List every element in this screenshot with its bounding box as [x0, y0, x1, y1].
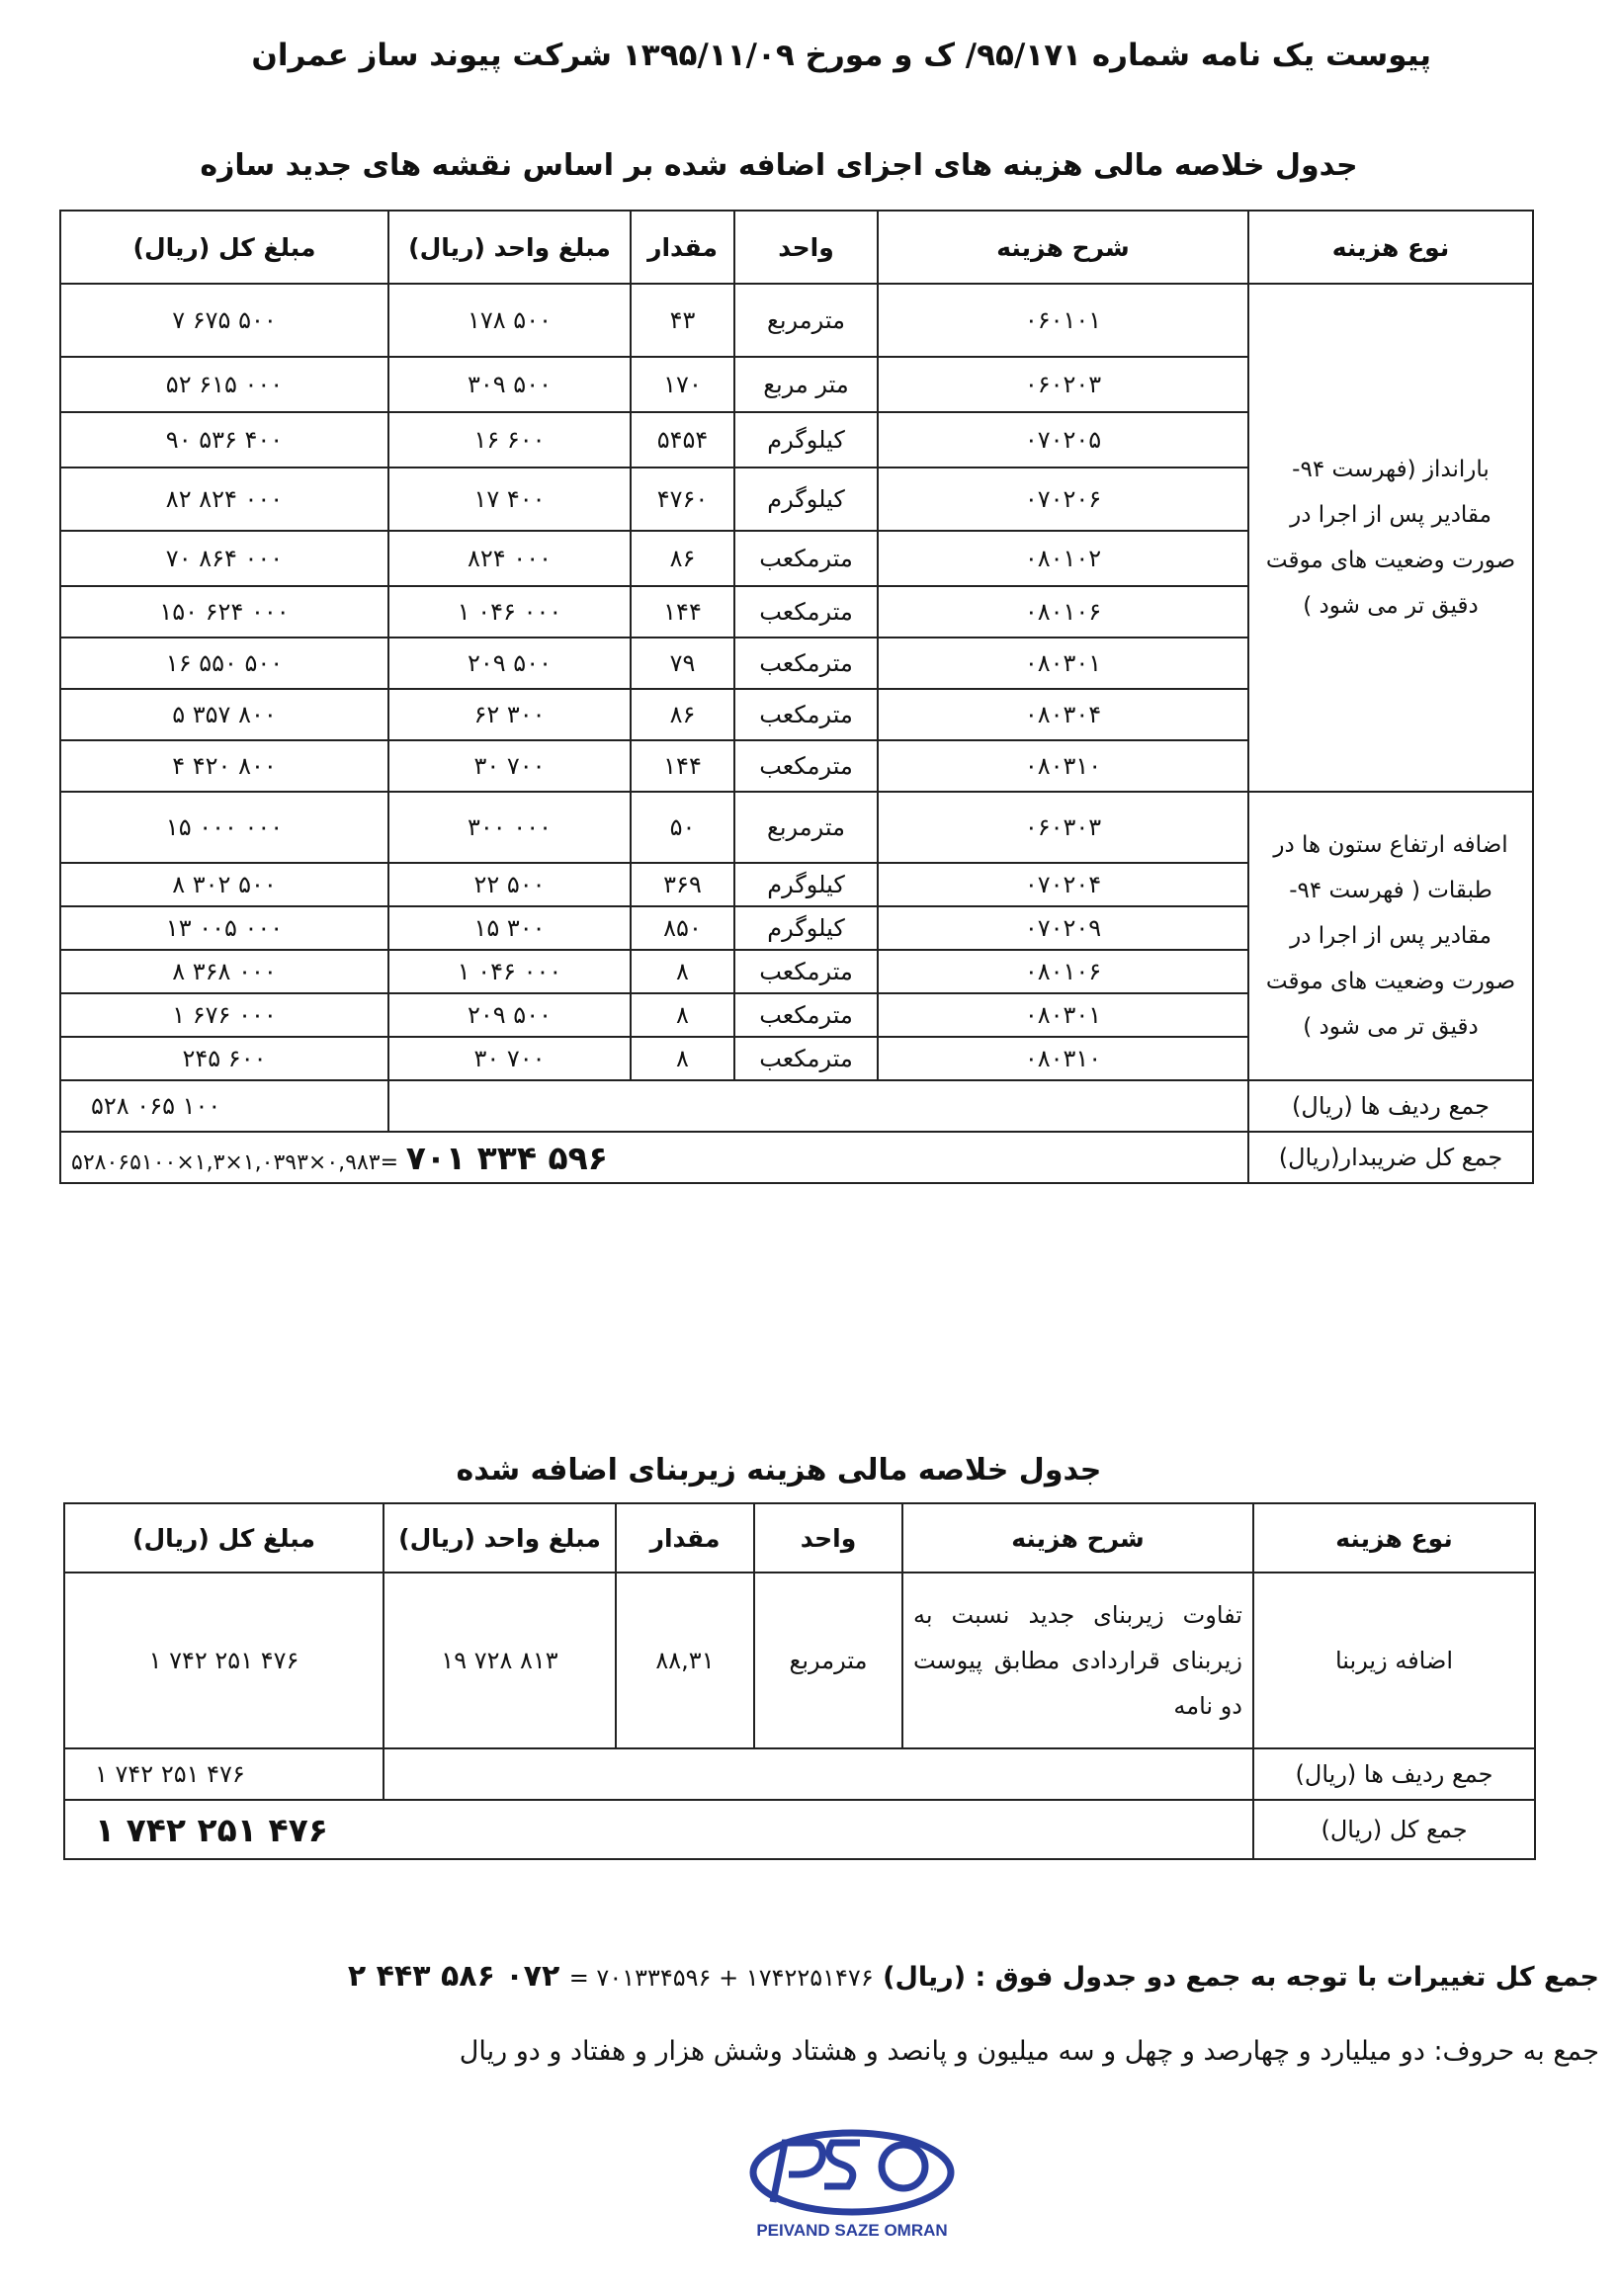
grand-value-cell — [64, 1800, 1253, 1859]
row-code: ۰۷۰۲۰۹ — [878, 906, 1248, 950]
row-unit-price: ۳۰ ۷۰۰ — [388, 740, 631, 792]
row-code: ۰۶۰۳۰۳ — [878, 792, 1248, 863]
row-unit: مترمکعب — [734, 993, 878, 1037]
col-cost-desc: شرح هزینه — [902, 1503, 1253, 1573]
row-unit: کیلوگرم — [734, 863, 878, 906]
row-code: ۰۸۰۳۰۴ — [878, 689, 1248, 740]
row-code: ۰۸۰۱۰۶ — [878, 586, 1248, 638]
table1-header-row — [60, 211, 1533, 284]
row-qty: ۸۵۰ — [631, 906, 734, 950]
row-unit: مترمکعب — [734, 586, 878, 638]
table-row — [60, 284, 1533, 357]
row-unit-price: ۱۵ ۳۰۰ — [388, 906, 631, 950]
row-qty: ۷۹ — [631, 638, 734, 689]
cost-summary-table-2 — [63, 1502, 1536, 1860]
table2-header-row — [64, 1503, 1535, 1573]
row-total: ۵۲ ۶۱۵ ۰۰۰ — [60, 357, 388, 412]
col-qty: مقدار — [616, 1503, 754, 1573]
row-code: ۰۸۰۳۱۰ — [878, 1037, 1248, 1080]
total-changes-line — [18, 1959, 1599, 1994]
row-code: ۰۷۰۲۰۴ — [878, 863, 1248, 906]
row-qty: ۸ — [631, 950, 734, 993]
row-type: اضافه زیربنا — [1253, 1573, 1535, 1748]
row-total: ۵ ۳۵۷ ۸۰۰ — [60, 689, 388, 740]
row-unit: کیلوگرم — [734, 906, 878, 950]
cost-type-group-1: بارانداز (فهرست ۹۴- مقادیر پس از اجرا در صورت وضعیت های موقت دقیق تر می شود ) — [1248, 284, 1533, 792]
col-cost-type: نوع هزینه — [1248, 211, 1533, 284]
grand-formula: ۵۲۸۰۶۵۱۰۰×۱,۳×۱,۰۳۹۳×۰,۹۸۳= — [71, 1149, 399, 1175]
row-unit: مترمربع — [734, 792, 878, 863]
row-unit: مترمکعب — [734, 638, 878, 689]
row-unit-price: ۸۲۴ ۰۰۰ — [388, 531, 631, 586]
logo-letter-o — [882, 2145, 925, 2188]
row-qty: ۸۶ — [631, 689, 734, 740]
row-unit: مترمکعب — [734, 740, 878, 792]
grand-formula-cell — [60, 1132, 1248, 1183]
row-total: ۹۰ ۵۳۶ ۴۰۰ — [60, 412, 388, 468]
logo-letter-s — [824, 2143, 860, 2186]
row-unit-price: ۱۶ ۶۰۰ — [388, 412, 631, 468]
table2-title: جدول خلاصه مالی هزینه زیربنای اضافه شده — [456, 1453, 1102, 1488]
table-row — [60, 792, 1533, 863]
row-total: ۱۳ ۰۰۵ ۰۰۰ — [60, 906, 388, 950]
row-unit-price: ۳۰ ۷۰۰ — [388, 1037, 631, 1080]
sum-label: جمع ردیف ها (ریال) — [1253, 1748, 1535, 1800]
row-unit: کیلوگرم — [734, 412, 878, 468]
col-unit-price: مبلغ واحد (ریال) — [383, 1503, 616, 1573]
row-qty: ۱۴۴ — [631, 740, 734, 792]
row-desc: تفاوت زیربنای جدید نسبت به زیربنای قراردادی مطابق پیوست دو نامه — [902, 1573, 1253, 1748]
sum-spacer — [383, 1748, 1253, 1800]
col-unit: واحد — [754, 1503, 902, 1573]
row-total: ۱ ۶۷۶ ۰۰۰ — [60, 993, 388, 1037]
row-code: ۰۶۰۲۰۳ — [878, 357, 1248, 412]
row-qty: ۴۷۶۰ — [631, 468, 734, 531]
company-logo — [733, 2125, 971, 2244]
sum-label: جمع ردیف ها (ریال) — [1248, 1080, 1533, 1132]
row-total: ۸۲ ۸۲۴ ۰۰۰ — [60, 468, 388, 531]
row-qty: ۸۸,۳۱ — [616, 1573, 754, 1748]
logo-caption: PEIVAND SAZE OMRAN — [756, 2221, 948, 2240]
row-unit-price: ۱۷ ۴۰۰ — [388, 468, 631, 531]
grand-value: ۱ ۷۴۲ ۲۵۱ ۴۷۶ — [95, 1810, 328, 1849]
row-unit: مترمکعب — [734, 1037, 878, 1080]
logo-letter-p — [773, 2143, 822, 2202]
row-unit: مترمکعب — [734, 950, 878, 993]
row-total: ۴ ۴۲۰ ۸۰۰ — [60, 740, 388, 792]
row-unit-price: ۱۹ ۷۲۸ ۸۱۳ — [383, 1573, 616, 1748]
row-code: ۰۸۰۱۰۶ — [878, 950, 1248, 993]
sum-value: ۱ ۷۴۲ ۲۵۱ ۴۷۶ — [64, 1748, 383, 1800]
row-unit: مترمکعب — [734, 689, 878, 740]
table2-grand-row — [64, 1800, 1535, 1859]
row-total: ۱ ۷۴۲ ۲۵۱ ۴۷۶ — [64, 1573, 383, 1748]
sum-spacer — [388, 1080, 1248, 1132]
row-qty: ۱۷۰ — [631, 357, 734, 412]
logo-graphic — [733, 2125, 971, 2244]
row-unit-price: ۱۷۸ ۵۰۰ — [388, 284, 631, 357]
table1-sum-row — [60, 1080, 1533, 1132]
table1-grand-row — [60, 1132, 1533, 1183]
grand-label: جمع کل (ریال) — [1253, 1800, 1535, 1859]
row-code: ۰۸۰۱۰۲ — [878, 531, 1248, 586]
row-unit-price: ۲۰۹ ۵۰۰ — [388, 993, 631, 1037]
row-unit-price: ۱ ۰۴۶ ۰۰۰ — [388, 586, 631, 638]
col-qty: مقدار — [631, 211, 734, 284]
grand-value: ۷۰۱ ۳۳۴ ۵۹۶ — [405, 1138, 608, 1177]
table1-title: جدول خلاصه مالی هزینه های اجزای اضافه شده بر اساس نقشه های جدید سازه — [200, 148, 1358, 183]
row-unit: مترمربع — [734, 284, 878, 357]
row-unit-price: ۲۰۹ ۵۰۰ — [388, 638, 631, 689]
row-code: ۰۷۰۲۰۶ — [878, 468, 1248, 531]
col-cost-type: نوع هزینه — [1253, 1503, 1535, 1573]
row-unit-price: ۲۲ ۵۰۰ — [388, 863, 631, 906]
row-unit-price: ۱ ۰۴۶ ۰۰۰ — [388, 950, 631, 993]
row-qty: ۱۴۴ — [631, 586, 734, 638]
row-total: ۱۵۰ ۶۲۴ ۰۰۰ — [60, 586, 388, 638]
row-total: ۱۶ ۵۵۰ ۵۰۰ — [60, 638, 388, 689]
row-unit: کیلوگرم — [734, 468, 878, 531]
row-qty: ۸ — [631, 993, 734, 1037]
table-row — [64, 1573, 1535, 1748]
col-unit-price: مبلغ واحد (ریال) — [388, 211, 631, 284]
row-unit-price: ۳۰۹ ۵۰۰ — [388, 357, 631, 412]
row-unit: مترمربع — [754, 1573, 902, 1748]
cost-type-group-2: اضافه ارتفاع ستون ها در طبقات ( فهرست ۹۴- مقادیر پس از اجرا در صورت وضعیت های موقت دقیق تر می شود ) — [1248, 792, 1533, 1080]
cost-summary-table-1 — [59, 210, 1534, 1184]
col-cost-desc: شرح هزینه — [878, 211, 1248, 284]
letter-attachment-title: پیوست یک نامه شماره ۹۵/۱۷۱/ ک و مورخ ۱۳۹۵/۱۱/۰۹ شرکت پیوند ساز عمران — [251, 38, 1431, 73]
col-unit: واحد — [734, 211, 878, 284]
total-formula: = ۷۰۱۳۳۴۵۹۶ + ۱۷۴۲۲۵۱۴۷۶ — [568, 1964, 874, 1992]
row-qty: ۳۶۹ — [631, 863, 734, 906]
row-total: ۲۴۵ ۶۰۰ — [60, 1037, 388, 1080]
row-code: ۰۸۰۳۰۱ — [878, 638, 1248, 689]
grand-label: جمع کل ضریبدار(ریال) — [1248, 1132, 1533, 1183]
col-total: مبلغ کل (ریال) — [60, 211, 388, 284]
row-qty: ۸۶ — [631, 531, 734, 586]
table1-body — [60, 284, 1533, 1080]
total-value: ۲ ۴۴۳ ۵۸۶ ۰۷۲ — [347, 1959, 560, 1994]
row-qty: ۸ — [631, 1037, 734, 1080]
row-unit: متر مربع — [734, 357, 878, 412]
row-total: ۷ ۶۷۵ ۵۰۰ — [60, 284, 388, 357]
col-total: مبلغ کل (ریال) — [64, 1503, 383, 1573]
total-in-words: جمع به حروف: دو میلیارد و چهارصد و چهل و سه میلیون و پانصد و هشتاد وشش هزار و هفتاد و دو ریال — [459, 2036, 1599, 2067]
row-code: ۰۶۰۱۰۱ — [878, 284, 1248, 357]
row-code: ۰۸۰۳۰۱ — [878, 993, 1248, 1037]
row-code: ۰۷۰۲۰۵ — [878, 412, 1248, 468]
row-total: ۷۰ ۸۶۴ ۰۰۰ — [60, 531, 388, 586]
row-total: ۸ ۳۶۸ ۰۰۰ — [60, 950, 388, 993]
sum-value: ۵۲۸ ۰۶۵ ۱۰۰ — [60, 1080, 388, 1132]
row-unit-price: ۶۲ ۳۰۰ — [388, 689, 631, 740]
total-label: جمع کل تغییرات با توجه به جمع دو جدول فوق : (ریال) — [883, 1962, 1599, 1993]
row-code: ۰۸۰۳۱۰ — [878, 740, 1248, 792]
row-total: ۸ ۳۰۲ ۵۰۰ — [60, 863, 388, 906]
table2-sum-row — [64, 1748, 1535, 1800]
row-qty: ۵۴۵۴ — [631, 412, 734, 468]
row-unit: مترمکعب — [734, 531, 878, 586]
row-unit-price: ۳۰۰ ۰۰۰ — [388, 792, 631, 863]
row-total: ۱۵ ۰۰۰ ۰۰۰ — [60, 792, 388, 863]
row-qty: ۴۳ — [631, 284, 734, 357]
row-qty: ۵۰ — [631, 792, 734, 863]
